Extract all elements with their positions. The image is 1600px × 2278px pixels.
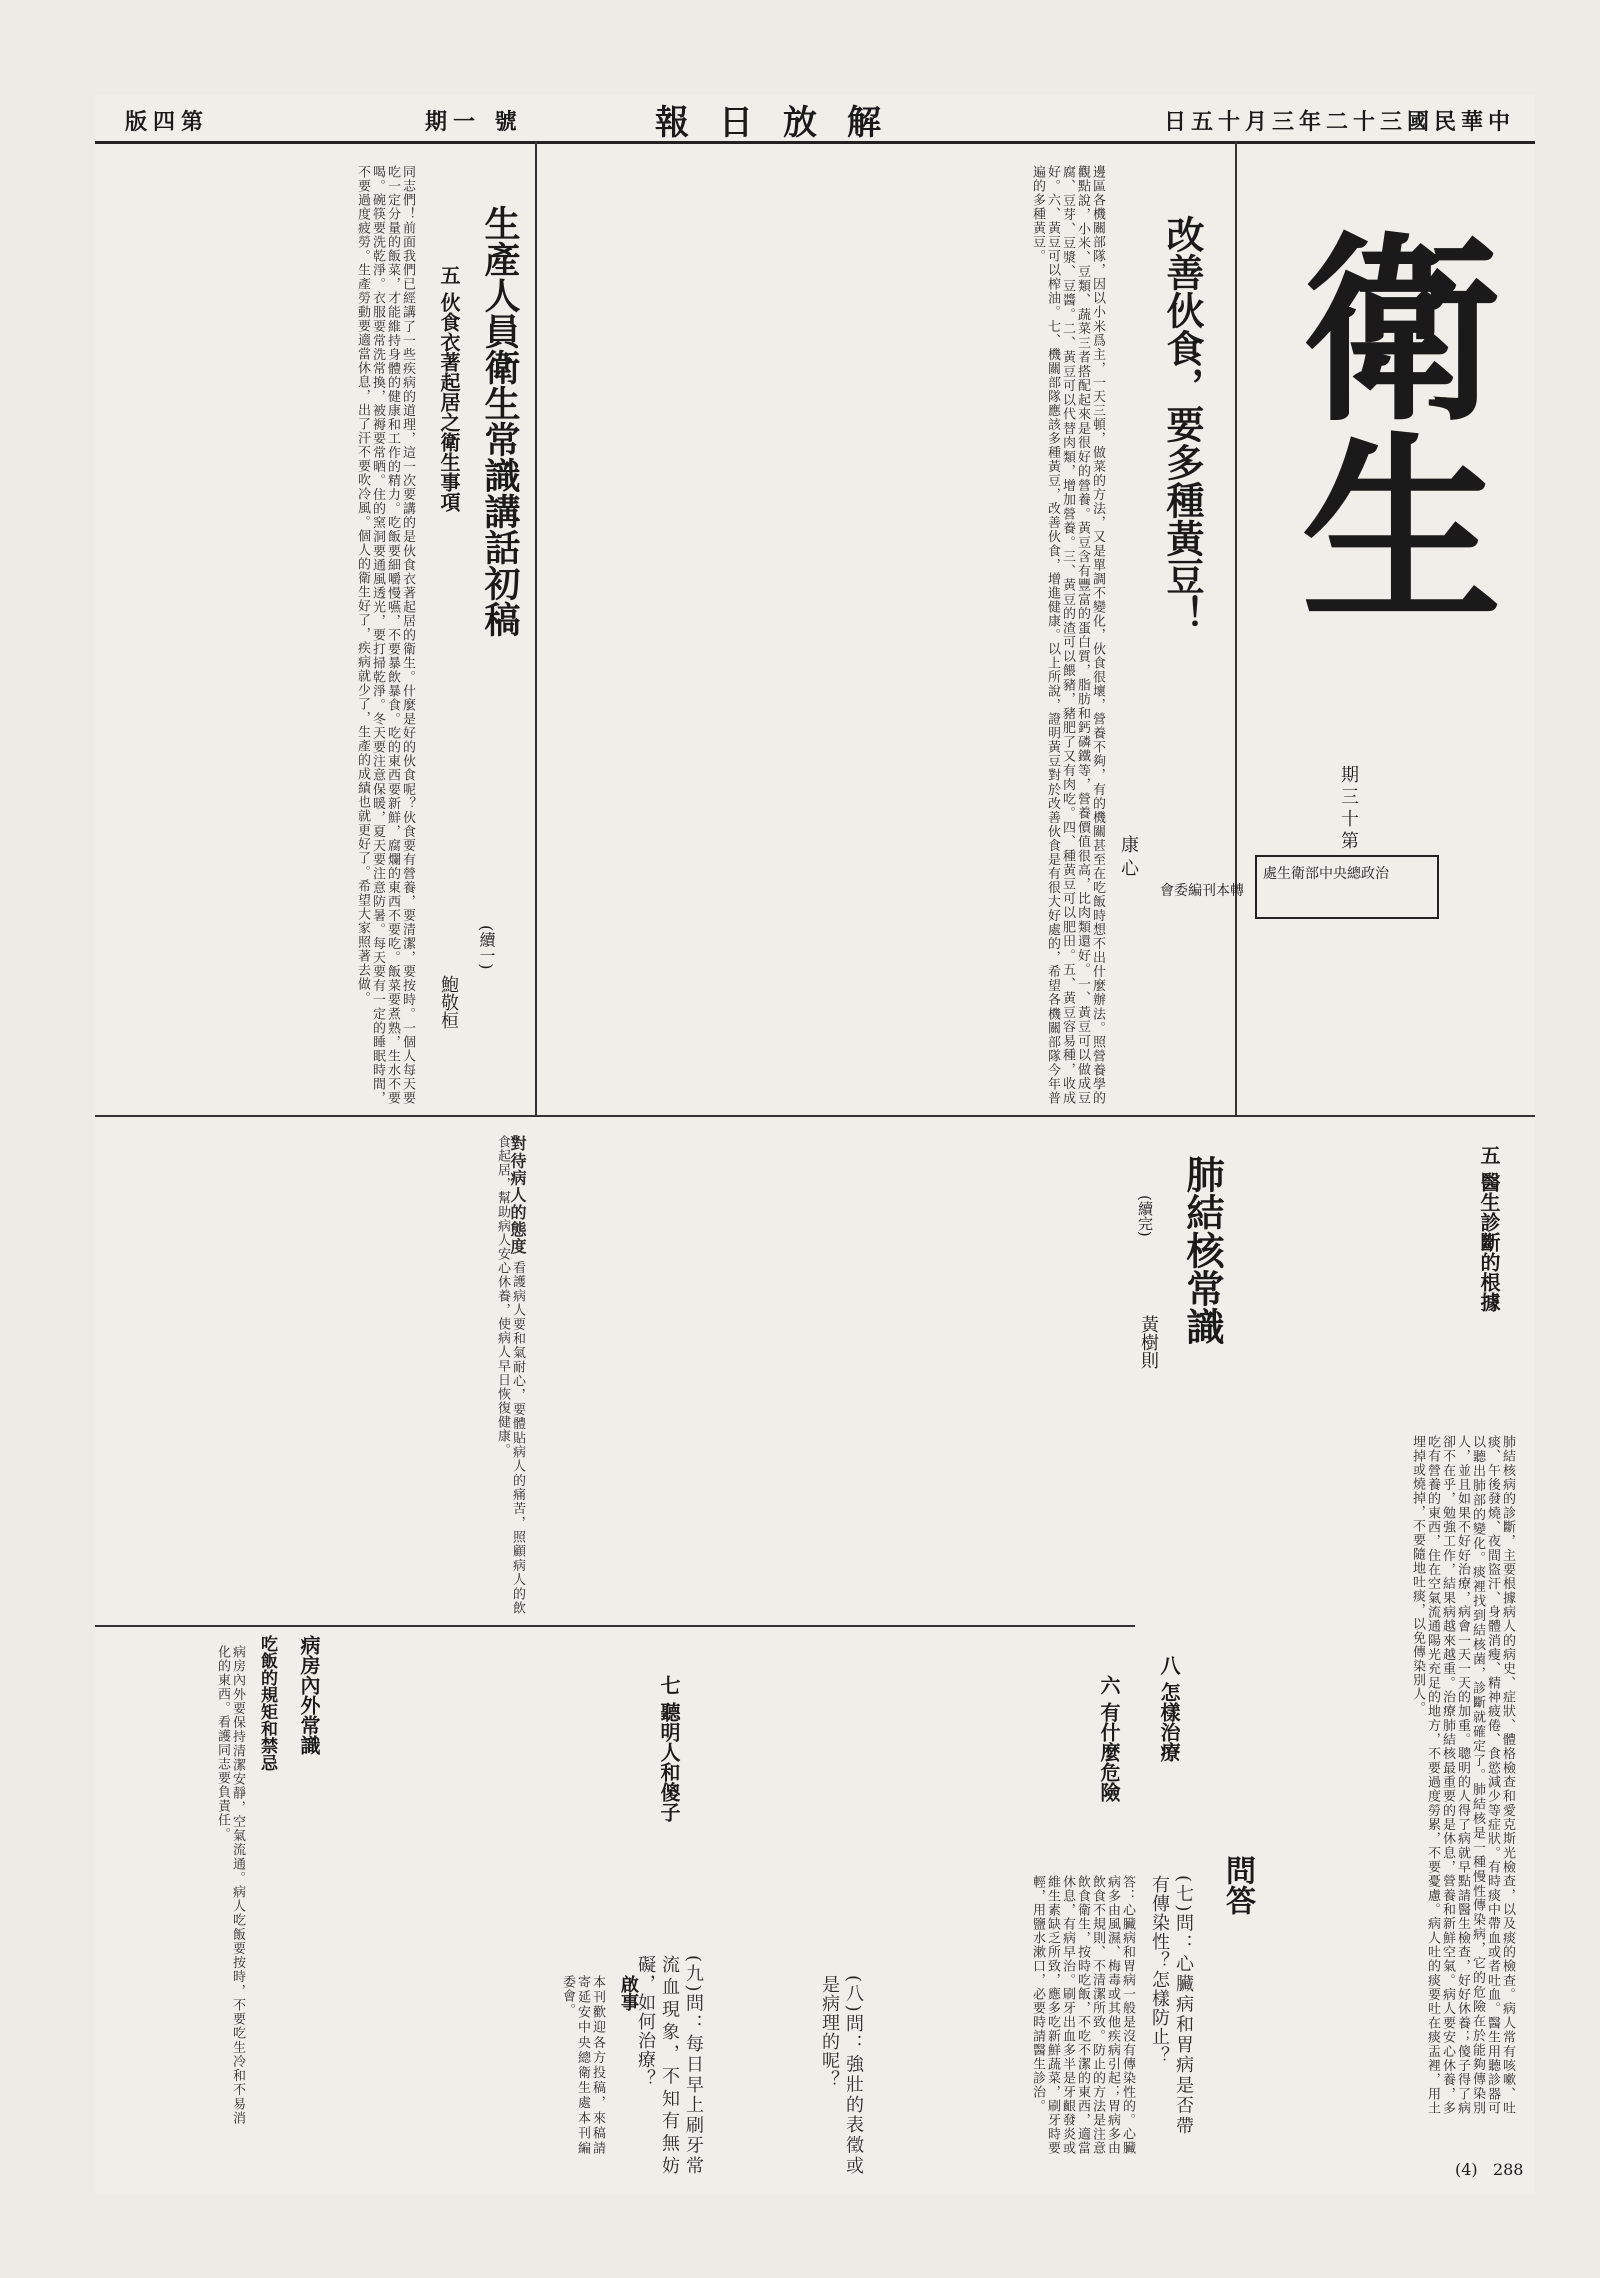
edition-label: 版四第 [125,109,210,135]
masthead [1245,205,1505,925]
notice-body: 本刊歡迎各方投稿，來稿請寄延安中央總衛生處本刊編委會。 [560,1975,605,2155]
page-footer [1455,2160,1523,2179]
qa-question-7: (七)問：心臟病和胃病是否帶有傳染性？怎樣防止？ [1149,1875,1194,2135]
hygiene-author: 鮑敬桓 [438,975,459,1029]
tb-section-7: 七 聽明人和傻子 [657,1675,681,1822]
hospital-section [105,1135,525,1615]
hygiene-body: 同志們！前面我們已經講了一些疾病的道理，這一次要講的是伙食衣著起居的衛生。什麼是好的伙食呢？伙食要有營養，要清潔，要按時。一個人每天要吃一定分量的飯菜，才能維持身體的健康和工作的精力。吃飯要細嚼慢嚥，不要暴飲暴食。吃的東西要新鮮，腐爛的東西不要吃。飯菜要煮熟，生水不要喝。碗筷要洗乾淨。衣服要常洗常換，被褥要常晒。住的窯洞要通風透光，要打掃乾淨。冬天要注意保暖，夏天要注意防暑。每天要有一定的睡眠時間，不要過度疲勞。生產勞動要適當休息，出了汗不要吹冷風。個人的衛生好了，疾病就少了，生產的成績也就更好了。希望大家照著去做。 [355,165,415,1105]
newspaper-page [95,95,1535,2195]
tb-section-8: 八 怎樣治療 [1157,1655,1181,1762]
issue-label: 期一 號 [425,109,523,135]
qa-title: 問答 [1220,1855,1255,1915]
soybean-body: 邊區各機關部隊，因以小米爲主，一天三頓，做菜的方法，又是單調不變化，伙食很壞，營養不夠，有的機關甚至在吃飯時想不出什麼辦法。照營養學的觀點說，小米、豆類、蔬菜三者搭配起來是很好的營養。黃豆含有豐富的蛋白質，脂肪和鈣磷鐵等，營養價值很高，比肉類還好。一、黃豆可以做成豆腐、豆芽、豆漿、豆醬。二、黃豆可以代替肉類，增加營養。三、黃豆的渣可以餵豬，豬肥了又有肉吃。四、種黃豆可以肥田。五、黃豆容易種，收成好。六、黃豆可以榨油。七、機關部隊應該多種黃豆，改善伙食，增進健康。以上所說，證明黃豆對於改善伙食是有很大好處的，希望各機關部隊今年普遍的多種黃豆。 [1030,165,1105,1105]
masthead-issue-number: 期三十第 [1338,765,1359,853]
qa-question-9: (九)問：每日早上刷牙常流血現象，不知有無妨礙，如何治療？ [635,1955,704,2175]
soybean-author: 康 心 [1118,835,1139,877]
page-header [95,95,1535,144]
tb-headline: 肺結核常識 [1180,1155,1225,1345]
hygiene-headline: 生產人員衛生常識講話初稿 [479,205,521,637]
notice-title: 啟事 [618,1975,639,2011]
vertical-rule [535,141,537,1115]
vertical-rule [1235,141,1237,1115]
soybean-headline: 改善伙食，要多種黃豆！ [1160,215,1205,633]
hygiene-continued: (續一) [477,925,496,970]
tb-body: 肺結核病的診斷，主要根據病人的病史、症狀、體格檢查和愛克斯光檢查，以及痰的檢查。病人常有咳嗽、吐痰、午後發燒、夜間盜汗、身體消瘦、精神疲倦、食慾減少等症狀。有時痰中帶血或者吐血。醫生用聽診器可以聽出肺部的變化。痰裡找到結核菌，診斷就確定了。肺結核是一種慢性傳染病，它的危險在於能夠傳染別人，並且如果不好好治療，病會一天一天的加重。聰明的人得了病就早點請醫生檢查，好好休養；傻子得了病卻不在乎，勉強工作，結果病越來越重。治療肺結核最重要的是休息，營養和新鮮空氣。病人要安心休養，多吃有營養的東西，住在空氣流通陽光充足的地方，不要過度勞累，不要憂慮。病人吐的痰要吐在痰盂裡，用土埋掉或燒掉，不要隨地吐痰，以免傳染別人。 [1410,1435,1515,2115]
room-title: 病房內外常識 [297,1635,321,1755]
horizontal-rule [95,1625,1135,1627]
room-body: 病房內外要保持清潔安靜，空氣流通。病人吃飯要按時，不要吃生冷和不易消化的東西。看護同志要負責任。 [215,1645,245,2125]
publisher-line-2: 會委編刊本轉 [1160,883,1244,899]
hospital-title: 對待病人的態度 [508,1135,527,1256]
horizontal-rule [95,1115,1535,1117]
tb-continued: (續完) [1136,1195,1154,1237]
date-label: 日五十月三年二十三國民華中 [1163,109,1515,135]
publisher-line-1: 處生衛部中央總政治 [1263,866,1389,882]
publisher-box [1255,855,1439,919]
tb-section-5: 五 醫生診斷的根據 [1477,1145,1501,1312]
hospital-body: 看護病人要和氣耐心，要體貼病人的痛苦，照顧病人的飲食起居，幫助病人安心休養，使病人早日恢復健康。 [495,1135,525,1616]
hygiene-subtitle: 五 伙食衣著起居之衛生事項 [437,265,461,512]
page-number: 288 [1492,2160,1524,2179]
room-subtitle: 吃飯的規矩和禁忌 [257,1635,277,1771]
tb-section-6: 六 有什麼危險 [1097,1675,1121,1802]
qa-question-8: (八)問：強壯的表徵或是病理的呢？ [819,1975,864,2175]
paper-name: 報日放解 [655,103,911,143]
page-label: (4) [1455,2160,1478,2179]
qa-body: 答：心臟病和胃病一般是沒有傳染性的。心臟病多由風濕、梅毒或其他疾病引起；胃病多由飲食不規則、不清潔所致。防止的方法是注意飲食衛生，按時吃飯，不吃不潔的東西，適當休息，有病早治。刷牙出血多半是牙齦發炎或維生素缺乏所致，應多吃新鮮蔬菜，刷牙時要輕，用鹽水漱口，必要時請醫生診治。 [1030,1875,1135,2155]
tb-author: 黃樹則 [1138,1315,1159,1369]
masthead-title: 衛生 [1268,225,1503,625]
